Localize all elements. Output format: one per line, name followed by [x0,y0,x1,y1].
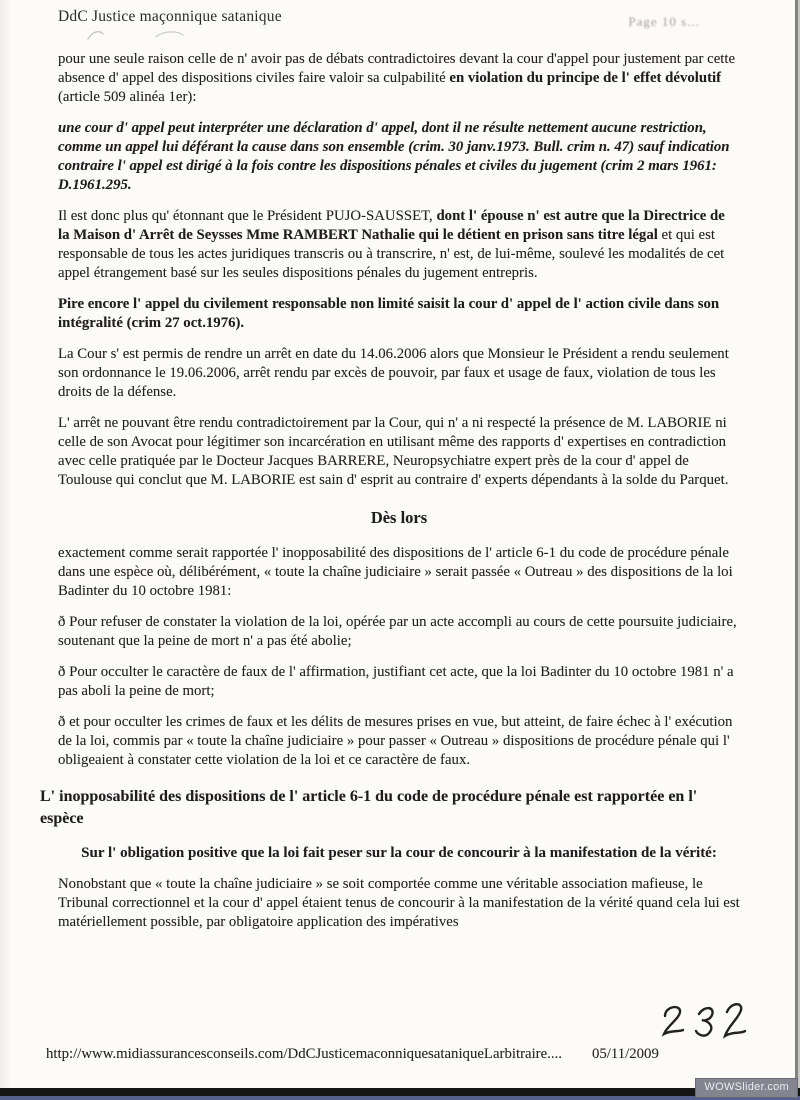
body-paragraph-pire-encore: Pire encore l' appel du civilement responsable non limité saisit la cour d' appel de l' action civile dans son intégralité (crim 27 oct.1976). [58,296,720,331]
footer [46,1046,740,1063]
quote-paragraph-jurisprudence: une cour d' appel peut interpréter une déclaration d' appel, dont il ne résulte nettement aucune restriction, comme un appel lui déférant la cause dans son ensemble (crim. 30 janv.1973. Bull. crim n. 47) sauf indication contraire l' appel est dirigé à la fois contre les dispositions pénales et civiles du jugement (crim 2 mars 1961: D.1961.295. [58,120,730,193]
document-title: DdC Justice maçonnique satanique [58,8,282,25]
footer-url: http://www.midiassurancesconseils.com/DdCJusticemaconniquesataniqueLarbitraire.... [46,1046,562,1062]
footer-date: 05/11/2009 [591,1046,659,1062]
list-item-refuser: ð Pour refuser de constater la violation de la loi, opérée par un acte accompli au cours de cette poursuite judiciaire, soutenant que la peine de mort n' a pas été abolie; [58,614,737,649]
body-paragraph-contradictoire: L' arrêt ne pouvant être rendu contradictoirement par la Cour, qui n' a ni respecté la présence de M. LABORIE ni celle de son Avocat pour légitimer son incarcération en utilisant même des rapports d' expertises en contradiction avec celle pratiquée par le Docteur Jacques BARRERE, Neuropsychiatre expert près de la cour d' appel de Toulouse qui conclut que M. LABORIE est sain d' esprit au contraire d' experts dépendants à la solde du Parquet. [58,415,729,488]
list-item-occulter-faux: ð Pour occulter le caractère de faux de l' affirmation, justifiant cet acte, que la loi Badinter du 10 octobre 1981 n' a pas aboli la peine de mort; [58,664,734,699]
page-number-smudged: Page 10 s... [628,14,700,29]
body-paragraph-intro: pour une seule raison celle de n' avoir pas de débats contradictoires devant la cour d'appel pour justement par cette absence d' appel des dispositions civiles faire valoir sa culpabilité en violation du principe de l' effet dévolutif (article 509 alinéa 1er): [58,51,736,105]
body-paragraph-president: Il est donc plus qu' étonnant que le Président PUJO-SAUSSET, dont l' épouse n' est autre que la Directrice de la Maison d' Arrêt de Seysses Mme RAMBERT Nathalie qui le détient en prison sans titre légal et qui est responsable de tous les actes juridiques transcris ou à transcrire, n' est, de lui-même, soulevé les modalités de cet appel étrangement basé sur les seules dispositions pénales du jugement entrepris. [58,208,725,281]
list-item-occulter-crimes: ð et pour occulter les crimes de faux et les délits de mesures prises en vue, but atteint, de faire échec à l' exécution de la loi, commis par « toute la chaîne judiciaire » pour passer « Outreau » dispositions de procédure pénale qui l' obligeaient à constater cette violation de la loi et ce caractère de faux. [58,714,733,768]
handwritten-page-number [655,1000,750,1046]
body-paragraph-nonobstant: Nonobstant que « toute la chaîne judiciaire » se soit comportée comme une véritable association mafieuse, le Tribunal correctionnel et la cour d' appel étaient tenus de concourir à la manifestation de la vérité quand cela lui est matériellement possible, par obligatoire application des impératives [58,876,740,930]
document-header [58,8,740,30]
bottom-black-bar [0,1088,800,1096]
section-heading-obligation: Sur l' obligation positive que la loi fait peser sur la cour de concourir à la manifestation de la vérité: [81,845,717,861]
section-heading-inopposabilite: L' inopposabilité des dispositions de l' article 6-1 du code de procédure pénale est rapportée en l' espèce [40,788,698,827]
wowslider-watermark: WOWSlider.com [695,1078,798,1098]
scan-edge-line [795,0,798,1092]
body-paragraph-exactement: exactement comme serait rapportée l' inopposabilité des dispositions de l' article 6-1 du code de procédure pénale dans une espèce où, délibérément, « toute la chaîne judiciaire » serait passée « Outreau » des dispositions de la loi Badinter du 10 octobre 1981: [58,545,733,599]
section-heading-des-lors: Dès lors [370,508,428,527]
bottom-blue-strip [0,1096,800,1100]
body-paragraph-arret-2006: La Cour s' est permis de rendre un arrêt en date du 14.06.2006 alors que Monsieur le Président a rendu seulement son ordonnance le 19.06.2006, arrêt rendu par excès de pouvoir, par faux et usage de faux, violation de tous les droits de la défense. [58,346,729,400]
